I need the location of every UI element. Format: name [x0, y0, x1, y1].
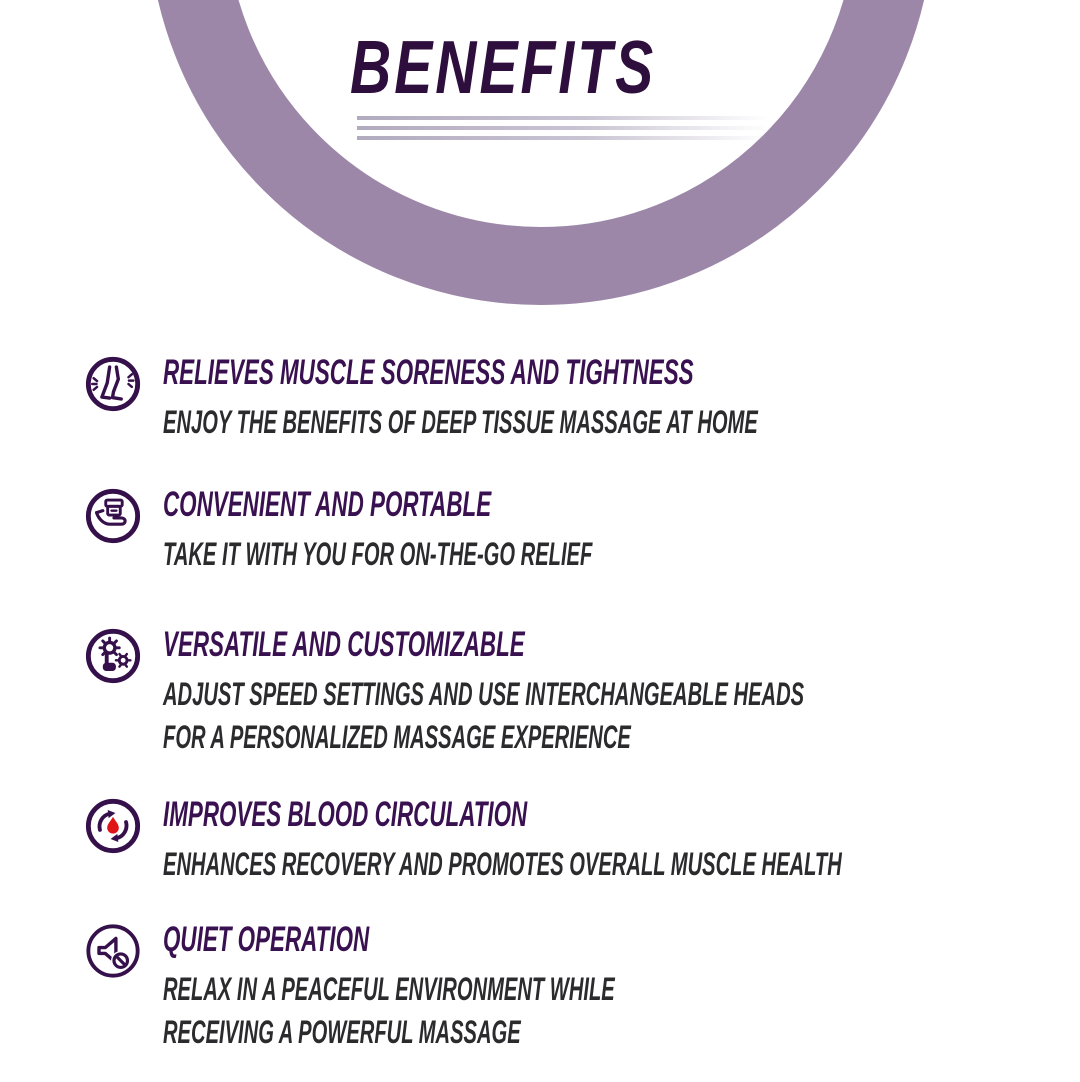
gears-settings-icon [84, 627, 142, 685]
benefit-title: QUIET OPERATION [163, 920, 370, 959]
benefit-title: IMPROVES BLOOD CIRCULATION [163, 795, 528, 834]
benefit-description [163, 673, 804, 759]
benefit-description-line: RECEIVING A POWERFUL MASSAGE [163, 1014, 521, 1050]
benefit-description-line: RELAX IN A PEACEFUL ENVIRONMENT WHILE [163, 971, 615, 1007]
title-underline-stripes [357, 116, 770, 146]
benefit-description [163, 533, 592, 576]
sore-legs-icon [84, 355, 142, 413]
hand-holding-box-icon [84, 487, 142, 545]
benefit-description-line: ADJUST SPEED SETTINGS AND USE INTERCHANGEABLE HEADS [163, 676, 805, 712]
benefit-description-line: FOR A PERSONALIZED MASSAGE EXPERIENCE [163, 719, 631, 755]
benefit-description [163, 968, 615, 1054]
benefit-description-line: ENHANCES RECOVERY AND PROMOTES OVERALL MUSCLE HEALTH [163, 846, 842, 882]
stripe-line [357, 116, 770, 120]
benefit-item [84, 487, 1044, 637]
benefit-description [163, 401, 758, 444]
page-title: BENEFITS [350, 25, 657, 109]
benefit-title: RELIEVES MUSCLE SORENESS AND TIGHTNESS [163, 353, 694, 392]
benefit-item [84, 355, 1044, 505]
benefit-description-line: ENJOY THE BENEFITS OF DEEP TISSUE MASSAGE AT HOME [163, 404, 758, 440]
benefit-description-line: TAKE IT WITH YOU FOR ON-THE-GO RELIEF [163, 536, 593, 572]
quiet-speaker-icon [84, 922, 142, 980]
stripe-line [357, 136, 770, 140]
benefit-item [84, 627, 1044, 777]
benefit-title: VERSATILE AND CUSTOMIZABLE [163, 625, 525, 664]
benefit-title: CONVENIENT AND PORTABLE [163, 485, 492, 524]
benefit-description [163, 843, 842, 886]
stripe-line [357, 126, 770, 130]
blood-circulation-icon [84, 797, 142, 855]
benefit-item [84, 922, 1044, 1072]
